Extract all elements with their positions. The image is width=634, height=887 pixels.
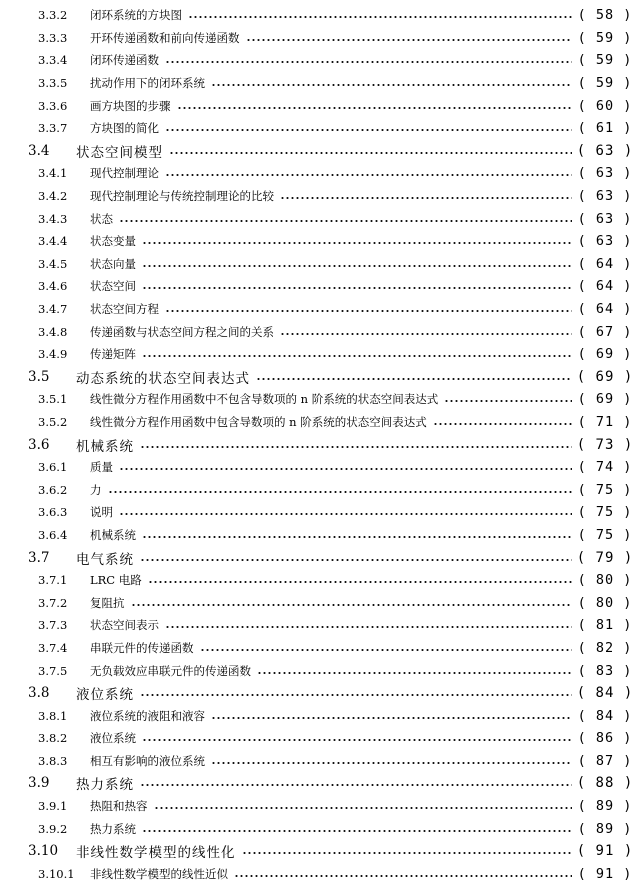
toc-entry-page: ( 84 )	[577, 707, 633, 724]
dot-leader	[142, 242, 572, 244]
toc-subsection-entry	[0, 727, 634, 750]
toc-entry-number: 3.9.2	[38, 821, 68, 836]
toc-subsection-entry	[0, 637, 634, 660]
toc-entry-page: ( 58 )	[577, 7, 633, 24]
toc-entry-page: ( 64 )	[577, 301, 633, 318]
toc-entry-number: 3.4.6	[38, 279, 68, 294]
toc-entry-title: 无负载效应串联元件的传递函数	[90, 663, 251, 678]
toc-entry-title: 说明	[90, 505, 113, 520]
toc-entry-title: 传递函数与状态空间方程之间的关系	[90, 324, 274, 339]
dot-leader	[169, 152, 572, 154]
toc-entry-number: 3.6	[28, 436, 50, 453]
toc-entry-page: ( 59 )	[577, 75, 633, 92]
toc-entry-title: 液位系统	[76, 687, 134, 704]
toc-entry-page: ( 71 )	[577, 413, 633, 430]
toc-entry-number: 3.8.2	[38, 731, 68, 746]
toc-entry-number: 3.4.3	[38, 211, 68, 226]
toc-entry-page: ( 69 )	[576, 368, 634, 385]
toc-entry-page: ( 80 )	[577, 572, 633, 589]
toc-entry-number: 3.4.2	[38, 189, 68, 204]
toc-entry-title: 画方块图的步骤	[90, 98, 171, 113]
dot-leader	[280, 333, 572, 335]
toc-entry-page: ( 75 )	[577, 481, 633, 498]
dot-leader	[140, 559, 572, 561]
dot-leader	[140, 446, 572, 448]
toc-entry-page: ( 73 )	[576, 436, 634, 453]
toc-subsection-entry	[0, 72, 634, 95]
toc-entry-number: 3.7.4	[38, 640, 68, 655]
toc-entry-number: 3.5.1	[38, 392, 68, 407]
toc-entry-title: 热阻和热容	[90, 799, 148, 814]
dot-leader	[142, 739, 572, 741]
toc-entry-title: 状态	[90, 211, 113, 226]
toc-entry-page: ( 86 )	[577, 730, 633, 747]
toc-entry-title: 复阻抗	[90, 595, 125, 610]
toc-subsection-entry	[0, 501, 634, 524]
toc-entry-title: 现代控制理论	[90, 166, 159, 181]
toc-entry-page: ( 75 )	[577, 504, 633, 521]
toc-section-entry	[0, 546, 634, 569]
dot-leader	[119, 468, 572, 470]
toc-entry-title: 电气系统	[76, 551, 134, 568]
dot-leader	[211, 84, 572, 86]
toc-entry-page: ( 88 )	[576, 775, 634, 792]
toc-entry-number: 3.7.1	[38, 573, 68, 588]
toc-subsection-entry	[0, 478, 634, 501]
toc-subsection-entry	[0, 230, 634, 253]
dot-leader	[246, 39, 573, 41]
table-of-contents	[0, 4, 634, 885]
dot-leader	[142, 355, 572, 357]
toc-entry-number: 3.3.7	[38, 121, 68, 136]
toc-subsection-entry	[0, 411, 634, 434]
toc-entry-page: ( 63 )	[577, 165, 633, 182]
toc-entry-page: ( 74 )	[577, 459, 633, 476]
dot-leader	[444, 400, 572, 402]
dot-leader	[142, 536, 572, 538]
toc-entry-number: 3.7.3	[38, 618, 68, 633]
toc-entry-title: 状态空间模型	[76, 144, 163, 161]
toc-entry-number: 3.6.4	[38, 527, 68, 542]
toc-entry-number: 3.9.1	[38, 799, 68, 814]
dot-leader	[165, 310, 572, 312]
toc-entry-title: 动态系统的状态空间表达式	[76, 370, 250, 387]
toc-entry-number: 3.4.4	[38, 234, 68, 249]
toc-subsection-entry	[0, 659, 634, 682]
toc-entry-title: 状态空间	[90, 279, 136, 294]
toc-entry-number: 3.7.5	[38, 663, 68, 678]
toc-entry-page: ( 81 )	[577, 617, 633, 634]
toc-entry-title: 闭环传递函数	[90, 53, 159, 68]
toc-entry-page: ( 89 )	[577, 798, 633, 815]
toc-entry-page: ( 63 )	[577, 233, 633, 250]
toc-subsection-entry	[0, 817, 634, 840]
dot-leader	[165, 61, 572, 63]
toc-subsection-entry	[0, 704, 634, 727]
dot-leader	[108, 491, 573, 493]
toc-entry-title: 相互有影响的液位系统	[90, 753, 205, 768]
toc-section-entry	[0, 840, 634, 863]
dot-leader	[142, 830, 572, 832]
toc-entry-number: 3.8.1	[38, 708, 68, 723]
toc-entry-page: ( 60 )	[577, 97, 633, 114]
toc-entry-page: ( 61 )	[577, 120, 633, 137]
toc-entry-number: 3.5	[28, 368, 50, 385]
toc-subsection-entry	[0, 4, 634, 27]
toc-entry-title: 状态变量	[90, 234, 136, 249]
dot-leader	[142, 287, 572, 289]
toc-subsection-entry	[0, 320, 634, 343]
dot-leader	[280, 197, 572, 199]
toc-entry-number: 3.4	[28, 142, 50, 159]
toc-entry-number: 3.4.8	[38, 324, 68, 339]
dot-leader	[242, 852, 573, 854]
toc-entry-page: ( 59 )	[577, 52, 633, 69]
toc-entry-title: 线性微分方程作用函数中包含导数项的 n 阶系统的状态空间表达式	[90, 414, 427, 429]
toc-entry-title: 状态向量	[90, 256, 136, 271]
toc-entry-title: 现代控制理论与传统控制理论的比较	[90, 189, 274, 204]
dot-leader	[148, 581, 572, 583]
toc-entry-number: 3.7	[28, 549, 50, 566]
toc-subsection-entry	[0, 456, 634, 479]
dot-leader	[257, 672, 572, 674]
toc-entry-number: 3.6.2	[38, 482, 68, 497]
toc-entry-number: 3.3.5	[38, 76, 68, 91]
dot-leader	[234, 875, 572, 877]
toc-entry-title: 热力系统	[76, 777, 134, 794]
toc-entry-title: 传递矩阵	[90, 347, 136, 362]
toc-subsection-entry	[0, 275, 634, 298]
toc-entry-number: 3.3.2	[38, 8, 68, 23]
toc-entry-number: 3.10	[28, 843, 59, 860]
toc-section-entry	[0, 366, 634, 389]
toc-entry-number: 3.6.3	[38, 505, 68, 520]
toc-subsection-entry	[0, 94, 634, 117]
dot-leader	[256, 378, 572, 380]
toc-entry-page: ( 63 )	[577, 188, 633, 205]
toc-entry-title: 串联元件的传递函数	[90, 640, 194, 655]
toc-subsection-entry	[0, 524, 634, 547]
dot-leader	[140, 784, 572, 786]
toc-entry-number: 3.6.1	[38, 460, 68, 475]
toc-entry-number: 3.4.5	[38, 256, 68, 271]
toc-subsection-entry	[0, 253, 634, 276]
toc-subsection-entry	[0, 388, 634, 411]
toc-entry-title: 扰动作用下的闭环系统	[90, 76, 205, 91]
toc-section-entry	[0, 433, 634, 456]
toc-section-entry	[0, 772, 634, 795]
toc-entry-title: 非线性数学模型的线性近似	[90, 866, 228, 881]
toc-entry-page: ( 69 )	[577, 346, 633, 363]
toc-entry-page: ( 64 )	[577, 278, 633, 295]
toc-entry-number: 3.4.9	[38, 347, 68, 362]
toc-entry-page: ( 84 )	[576, 685, 634, 702]
toc-entry-page: ( 69 )	[577, 391, 633, 408]
toc-entry-title: 质量	[90, 460, 113, 475]
toc-entry-number: 3.5.2	[38, 414, 68, 429]
toc-subsection-entry	[0, 185, 634, 208]
toc-entry-title: 热力系统	[90, 821, 136, 836]
toc-entry-title: 机械系统	[90, 527, 136, 542]
toc-entry-page: ( 87 )	[577, 752, 633, 769]
dot-leader	[177, 107, 573, 109]
dot-leader	[140, 694, 572, 696]
toc-entry-page: ( 59 )	[577, 29, 633, 46]
toc-entry-title: 线性微分方程作用函数中不包含导数项的 n 阶系统的状态空间表达式	[90, 392, 439, 407]
toc-entry-number: 3.8.3	[38, 753, 68, 768]
dot-leader	[200, 649, 573, 651]
toc-subsection-entry	[0, 49, 634, 72]
dot-leader	[165, 626, 572, 628]
dot-leader	[433, 423, 572, 425]
toc-entry-title: 状态空间方程	[90, 302, 159, 317]
toc-subsection-entry	[0, 162, 634, 185]
toc-entry-number: 3.4.7	[38, 302, 68, 317]
dot-leader	[119, 220, 572, 222]
toc-entry-page: ( 63 )	[577, 210, 633, 227]
toc-entry-number: 3.3.6	[38, 98, 68, 113]
dot-leader	[154, 807, 573, 809]
toc-subsection-entry	[0, 343, 634, 366]
toc-entry-title: 液位系统的液阻和液容	[90, 708, 205, 723]
toc-subsection-entry	[0, 27, 634, 50]
toc-subsection-entry	[0, 207, 634, 230]
toc-entry-title: LRC 电路	[90, 573, 142, 588]
toc-entry-number: 3.8	[28, 685, 50, 702]
toc-entry-number: 3.3.3	[38, 30, 68, 45]
toc-entry-title: 方块图的简化	[90, 121, 159, 136]
toc-entry-number: 3.3.4	[38, 53, 68, 68]
toc-entry-number: 3.9	[28, 775, 50, 792]
toc-entry-page: ( 67 )	[577, 323, 633, 340]
toc-entry-page: ( 79 )	[576, 549, 634, 566]
toc-section-entry	[0, 140, 634, 163]
toc-entry-page: ( 75 )	[577, 526, 633, 543]
toc-subsection-entry	[0, 863, 634, 886]
dot-leader	[211, 762, 572, 764]
toc-entry-page: ( 89 )	[577, 820, 633, 837]
toc-entry-title: 力	[90, 482, 102, 497]
toc-subsection-entry	[0, 117, 634, 140]
toc-entry-page: ( 82 )	[577, 639, 633, 656]
dot-leader	[119, 513, 572, 515]
toc-entry-number: 3.7.2	[38, 595, 68, 610]
toc-entry-title: 液位系统	[90, 731, 136, 746]
toc-entry-page: ( 91 )	[576, 843, 634, 860]
toc-entry-page: ( 83 )	[577, 662, 633, 679]
toc-entry-number: 3.4.1	[38, 166, 68, 181]
dot-leader	[211, 717, 572, 719]
toc-entry-title: 开环传递函数和前向传递函数	[90, 30, 240, 45]
toc-subsection-entry	[0, 569, 634, 592]
toc-entry-number: 3.10.1	[38, 866, 75, 881]
toc-entry-page: ( 64 )	[577, 255, 633, 272]
toc-subsection-entry	[0, 591, 634, 614]
toc-subsection-entry	[0, 795, 634, 818]
toc-entry-title: 状态空间表示	[90, 618, 159, 633]
toc-entry-page: ( 91 )	[577, 865, 633, 882]
toc-section-entry	[0, 682, 634, 705]
toc-subsection-entry	[0, 614, 634, 637]
toc-entry-title: 非线性数学模型的线性化	[76, 845, 236, 862]
toc-entry-page: ( 63 )	[576, 142, 634, 159]
toc-subsection-entry	[0, 750, 634, 773]
toc-subsection-entry	[0, 298, 634, 321]
dot-leader	[165, 174, 572, 176]
toc-entry-page: ( 80 )	[577, 594, 633, 611]
toc-entry-title: 机械系统	[76, 438, 134, 455]
dot-leader	[165, 129, 572, 131]
dot-leader	[188, 16, 572, 18]
dot-leader	[142, 265, 572, 267]
dot-leader	[131, 604, 573, 606]
toc-entry-title: 闭环系统的方块图	[90, 8, 182, 23]
